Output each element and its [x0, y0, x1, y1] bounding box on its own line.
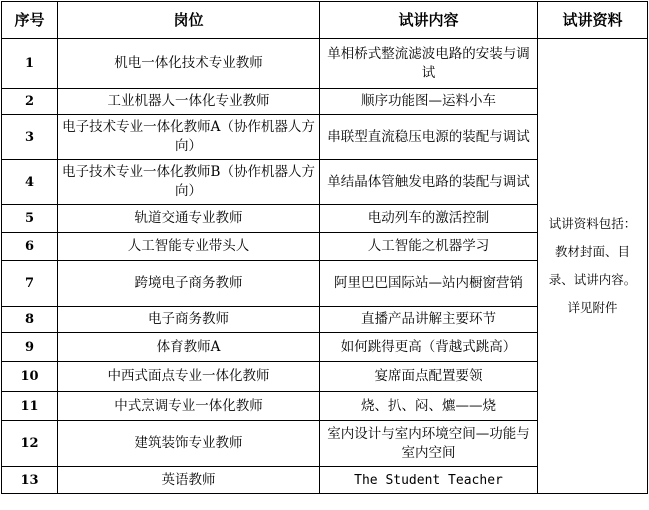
row-position: 跨境电子商务教师 — [58, 261, 320, 307]
row-position: 体育教师A — [58, 333, 320, 362]
row-position: 机电一体化技术专业教师 — [58, 39, 320, 89]
row-number: 11 — [2, 392, 58, 421]
row-content: 电动列车的激活控制 — [320, 205, 538, 233]
row-content: 烧、扒、闷、爊——烧 — [320, 392, 538, 421]
header-row — [2, 2, 648, 39]
row-position: 中式烹调专业一体化教师 — [58, 392, 320, 421]
row-number: 2 — [2, 89, 58, 115]
material-line: 录、试讲内容。 — [548, 272, 637, 287]
row-number: 12 — [2, 421, 58, 467]
row-position: 中西式面点专业一体化教师 — [58, 362, 320, 392]
row-content: 阿里巴巴国际站—站内橱窗营销 — [320, 261, 538, 307]
row-number: 1 — [2, 39, 58, 89]
row-position: 工业机器人一体化专业教师 — [58, 89, 320, 115]
header-index: 序号 — [2, 2, 58, 39]
row-position: 建筑装饰专业教师 — [58, 421, 320, 467]
row-number: 9 — [2, 333, 58, 362]
material-line: 详见附件 — [567, 300, 618, 315]
interview-schedule-table — [1, 1, 648, 494]
row-number: 3 — [2, 115, 58, 160]
table-row — [2, 39, 648, 89]
row-content: 直播产品讲解主要环节 — [320, 307, 538, 333]
header-material: 试讲资料 — [538, 2, 648, 39]
material-note — [538, 39, 648, 494]
row-position: 轨道交通专业教师 — [58, 205, 320, 233]
row-position: 电子技术专业一体化教师B（协作机器人方向） — [58, 160, 320, 205]
row-content: 串联型直流稳压电源的装配与调试 — [320, 115, 538, 160]
row-number: 7 — [2, 261, 58, 307]
row-content: 人工智能之机器学习 — [320, 233, 538, 261]
material-line: 试讲资料包括： — [548, 216, 637, 231]
row-content: 如何跳得更高（背越式跳高） — [320, 333, 538, 362]
row-content: The Student Teacher — [320, 467, 538, 494]
row-content: 单结晶体管触发电路的装配与调试 — [320, 160, 538, 205]
row-number: 8 — [2, 307, 58, 333]
row-content: 宴席面点配置要领 — [320, 362, 538, 392]
row-number: 10 — [2, 362, 58, 392]
row-content: 单相桥式整流滤波电路的安装与调试 — [320, 39, 538, 89]
row-number: 13 — [2, 467, 58, 494]
row-number: 6 — [2, 233, 58, 261]
header-position: 岗位 — [58, 2, 320, 39]
material-line: 教材封面、目 — [554, 244, 630, 259]
row-content: 顺序功能图—运料小车 — [320, 89, 538, 115]
header-content: 试讲内容 — [320, 2, 538, 39]
row-number: 4 — [2, 160, 58, 205]
row-position: 电子技术专业一体化教师A（协作机器人方向） — [58, 115, 320, 160]
row-content: 室内设计与室内环境空间—功能与室内空间 — [320, 421, 538, 467]
row-position: 英语教师 — [58, 467, 320, 494]
row-position: 电子商务教师 — [58, 307, 320, 333]
row-number: 5 — [2, 205, 58, 233]
row-position: 人工智能专业带头人 — [58, 233, 320, 261]
